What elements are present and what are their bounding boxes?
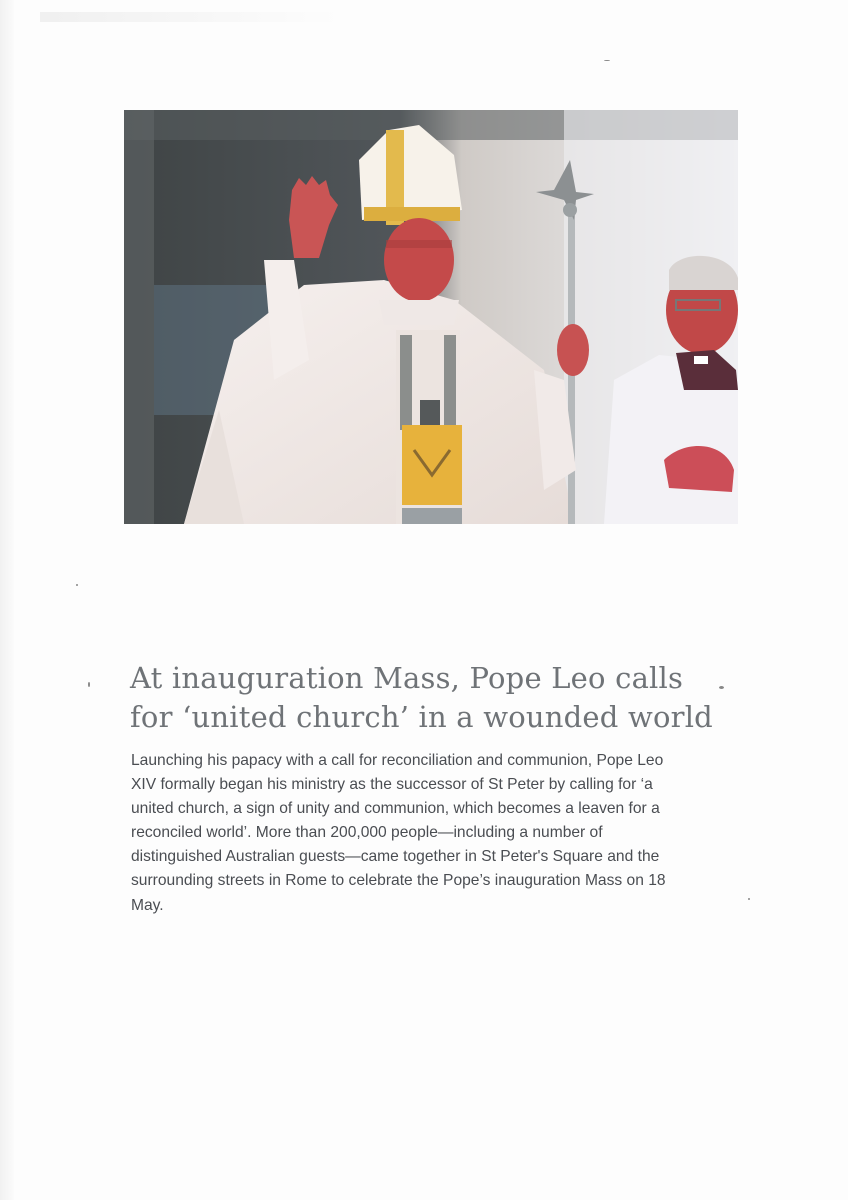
body-line: distinguished Australian guests—came together in St Peter's Square and the <box>131 848 660 866</box>
body-line: reconciled world’. More than 200,000 people—including a number of <box>131 824 603 842</box>
headline-line: At inauguration Mass, Pope Leo calls <box>130 661 684 695</box>
body-line: united church, a sign of unity and communion, which becomes a leaven for a <box>131 800 660 818</box>
body-line: surrounding streets in Rome to celebrate the Pope’s inauguration Mass on 18 <box>131 872 666 890</box>
body-line: XIV formally began his ministry as the successor of St Peter by calling for ‘a <box>131 776 653 794</box>
body-line: Launching his papacy with a call for reconciliation and communion, Pope Leo <box>131 752 664 769</box>
scan-speck <box>719 686 724 689</box>
article-photo <box>124 110 738 524</box>
scan-artifact <box>40 12 340 22</box>
article-body <box>131 749 741 918</box>
scan-speck <box>76 584 78 586</box>
article-headline <box>130 659 730 737</box>
scan-speck <box>88 682 90 687</box>
scan-speck <box>604 60 610 61</box>
headline-line: for ‘united church’ in a wounded world <box>130 700 713 734</box>
scan-edge <box>0 0 14 1200</box>
scan-speck <box>748 898 750 900</box>
body-line: May. <box>131 896 164 914</box>
